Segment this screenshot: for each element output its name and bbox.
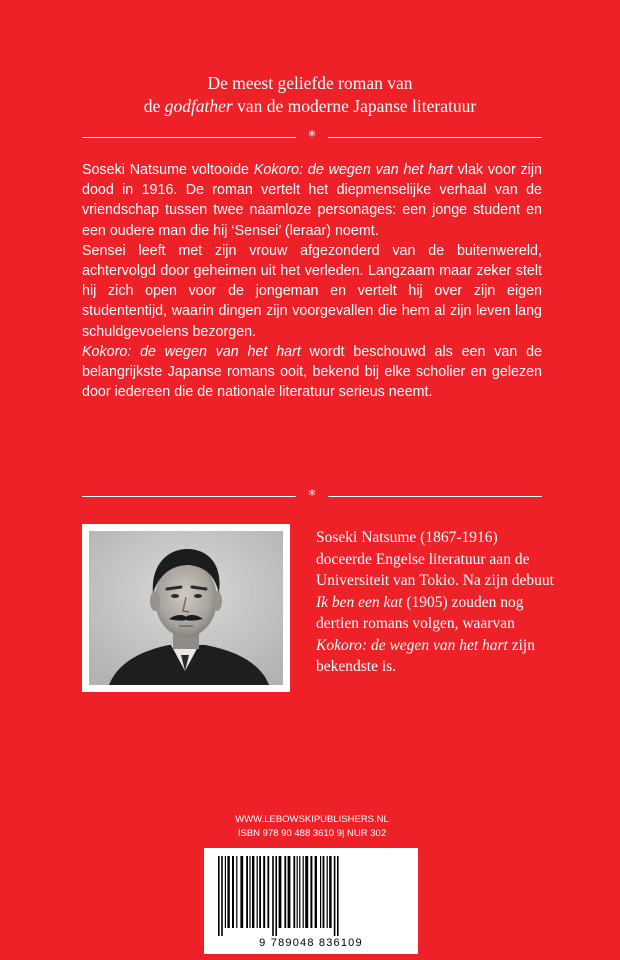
tagline-line-2	[60, 95, 560, 118]
book-title-emphasis: Kokoro: de wegen van het hart	[316, 636, 508, 654]
barcode-bar	[293, 856, 295, 928]
synopsis-text	[82, 160, 542, 402]
synopsis-text-run: Soseki Natsume voltooide	[82, 162, 254, 178]
barcode-bar	[267, 856, 269, 928]
portrait-illustration	[89, 531, 283, 685]
barcode-bars	[216, 856, 404, 936]
barcode-bar	[257, 856, 258, 928]
bio-text-run: Soseki Natsume (1867-1916) doceerde Engelse literatuur aan de Universiteit van Tokio. Na zijn debuut	[316, 529, 554, 589]
barcode-bar	[249, 856, 250, 928]
barcode-bar	[225, 856, 226, 928]
author-bio-paragraph	[316, 527, 556, 678]
divider-line	[82, 496, 296, 497]
barcode-bar	[259, 856, 261, 928]
bio-text-run: (1905) zouden nog dertien romans volgen, waarvan	[316, 593, 524, 632]
isbn-line: ISBN 978 90 488 3610 9| NUR 302	[237, 828, 387, 839]
barcode-bar	[263, 856, 265, 928]
author-bio	[316, 527, 556, 678]
barcode-bar	[227, 856, 229, 928]
synopsis-paragraph-1	[82, 160, 542, 241]
author-portrait-photo	[89, 531, 283, 685]
divider-line	[328, 496, 542, 497]
barcode-bar	[288, 856, 291, 928]
barcode-bar	[297, 856, 298, 928]
publisher-website: WWW.LEBOWSKIPUBLISHERS.NL	[235, 814, 389, 825]
star-ornament: *	[308, 127, 316, 145]
barcode-bar	[323, 856, 325, 928]
barcode-bar	[246, 856, 248, 928]
synopsis-text-run: vlak voor zijn dood in 1916. De roman vertelt het diepmenselijke verhaal van de vriendschap tussen twee naamloze personages: een jonge student en een oudere man die hij ‘Sensei’ (leraar) noemt.	[82, 162, 542, 239]
divider-line	[328, 137, 542, 138]
barcode-bar	[305, 856, 308, 928]
bio-text-run: zijn bekendste is.	[316, 636, 535, 675]
barcode-bar	[279, 856, 282, 928]
tagline-line-1: De meest geliefde roman van	[207, 73, 413, 93]
book-title-emphasis: Kokoro: de wegen van het hart	[253, 162, 453, 178]
section-divider-bottom	[82, 488, 542, 504]
barcode-bar	[272, 856, 274, 936]
barcode-bar	[327, 856, 328, 928]
barcode-bar	[236, 856, 237, 928]
barcode-bar	[299, 856, 300, 928]
barcode-bar	[315, 856, 317, 928]
barcode-bar	[221, 856, 223, 936]
barcode-bar	[303, 856, 304, 928]
tagline-text: van de moderne Japanse literatuur	[232, 96, 477, 116]
publisher-info	[212, 813, 412, 841]
barcode-bar	[218, 856, 220, 936]
isbn-barcode	[204, 848, 418, 954]
synopsis-text-run: wordt beschouwd als een van de belangrijkste Japanse romans ooit, bekend bij elke scholier en gelezen door iedereen die de nationale literatuur serieus neemt.	[82, 343, 542, 401]
barcode-bar	[252, 856, 254, 928]
barcode-bar	[240, 856, 243, 928]
barcode-bar	[329, 856, 331, 928]
book-title-emphasis: Kokoro: de wegen van het hart	[82, 343, 301, 360]
barcode-bar	[320, 856, 321, 928]
synopsis-paragraph-2: Sensei leeft met zijn vrouw afgezonderd van de buitenwereld, achtervolgd door geheimen uit het verleden. Langzaam maar zeker stelt hij zich open voor de jongeman en vertelt hij over zijn eigen studententijd, waarin dingen zijn voorgevallen die hem al zijn leven lang schuldgevoelens bezorgen.	[82, 242, 542, 340]
tagline-text: de	[143, 96, 165, 116]
star-ornament: *	[308, 486, 316, 504]
barcode-bar	[275, 856, 277, 936]
barcode-bar	[310, 856, 312, 928]
cover-tagline	[60, 72, 560, 118]
tagline-emphasis: godfather	[164, 96, 233, 116]
barcode-bar	[284, 856, 286, 928]
divider-line	[82, 137, 296, 138]
section-divider-top	[82, 129, 542, 145]
debut-title-emphasis: Ik ben een kat	[316, 593, 403, 611]
barcode-bar	[334, 856, 336, 936]
barcode-digits: 9 789048 836109	[259, 937, 363, 949]
author-photo-frame	[82, 524, 290, 692]
barcode-bar	[337, 856, 339, 936]
synopsis-paragraph-3	[82, 342, 542, 403]
barcode-bar	[232, 856, 234, 928]
